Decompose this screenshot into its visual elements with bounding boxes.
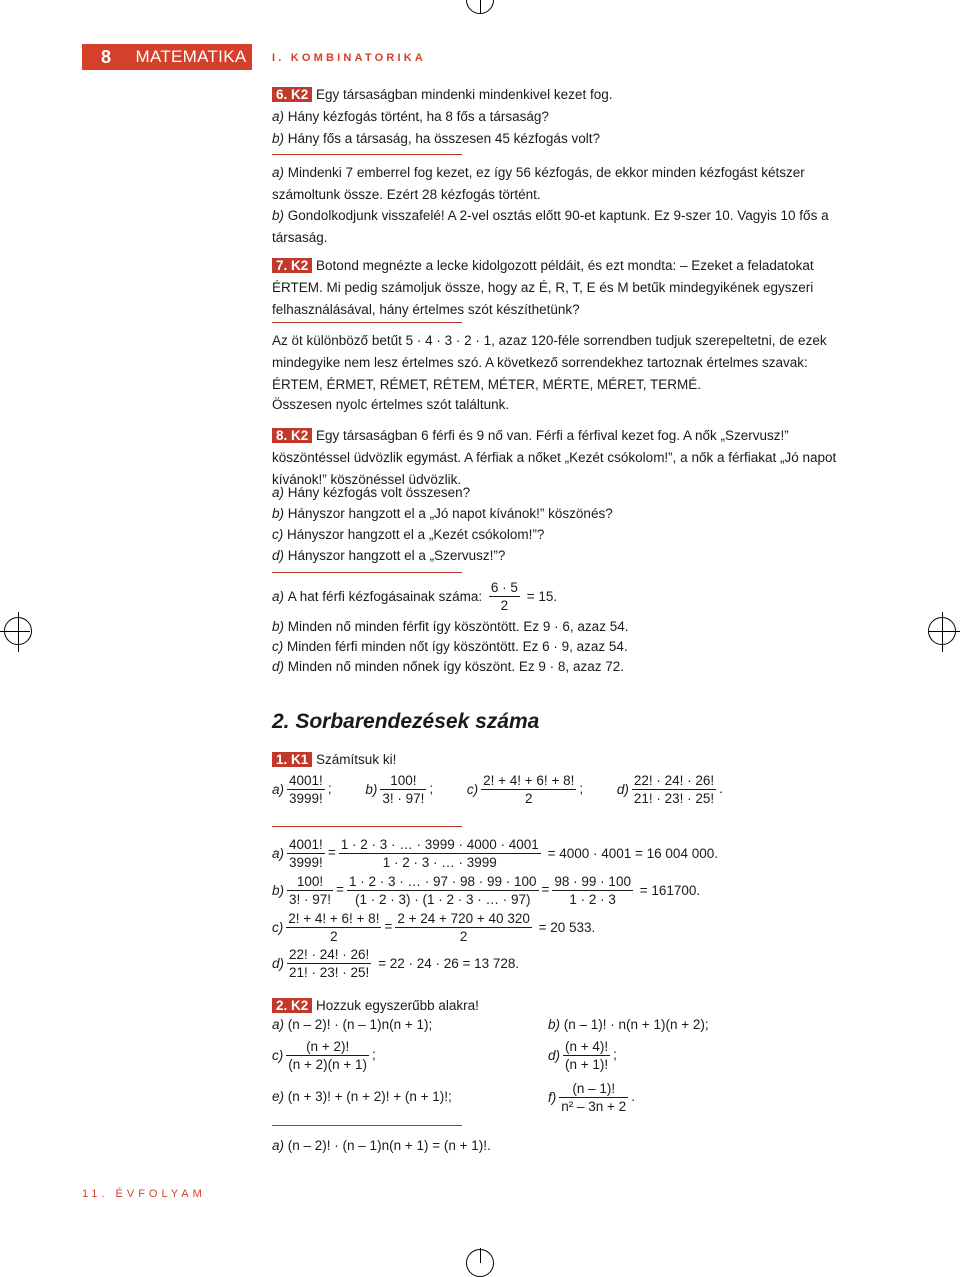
label-a: a) [272,109,285,124]
denominator: 3! · 97! [289,892,332,907]
task-2-item-e: e) (n + 3)! + (n + 2)! + (n + 1)!; [272,1089,452,1104]
denominator: n² – 3n + 2 [561,1099,627,1114]
task-7 [272,255,852,321]
numerator: 1 · 2 · 3 · … · 3999 · 4000 · 4001 [340,837,539,852]
fraction [489,579,520,614]
denominator: 21! · 23! · 25! [633,791,715,806]
solution-text: Az öt különböző betűt 5 · 4 · 3 · 2 · 1, azaz 120-féle sorrendben tudjuk szerepeltetni, de ezek mindegyike nem lesz értelmes szó. A következő sorrendekhez tartoznak értelmes szavak: ÉRTEM, ÉRMET, RÉMET, RÉTEM, MÉTER, MÉRTE, MÉRET, TERMÉ. [272,333,827,392]
numerator: 4001! [289,837,323,852]
denominator: 2 [524,791,533,806]
task-8-question-d: d) Hányszor hangzott el a „Szervusz!”? [272,548,506,563]
denominator: 21! · 23! · 25! [289,965,370,980]
solution-divider [272,154,462,155]
footer-grade: 11. ÉVFOLYAM [82,1188,206,1200]
denominator: 3999! [289,791,323,806]
denominator: 3! · 97! [382,791,425,806]
task-2-intro [272,998,479,1013]
task-1-intro [272,752,396,767]
result: = 20 533. [538,920,596,935]
task-8-question-a: a) Hány kézfogás volt összesen? [272,485,471,500]
solution-text: Minden nő minden nőnek így köszönt. Ez 9 · 8, azaz 72. [287,659,624,674]
label-b: b) [272,208,285,223]
task-1-solution-b: b) $\frac{100!}{3! \cdot 97!}$ = $\frac{1 \cdot 2 \cdot 3 \cdot \dots \cdot 97 \cdot 98 \cdot 99 \cdot 100}{(1 \cdot 2 \cdot 3) \cdot (1 \cdot 2 \cdot 3 \cdot \dots \cdot 97)}$ = $\frac{98 \cdot 99 \cdot 100}{1 \cdot 2 \cdot 3}$ = 161700. [272,874,701,907]
task-2-item-d: d) $\frac{(n + 4)!}{(n + 1)!}$ ; [548,1039,617,1072]
numerator: 2 + 24 + 720 + 40 320 [397,911,530,926]
numerator: 6 · 5 [490,580,518,595]
denominator: 2 [459,929,468,944]
task-2-text: Hozzuk egyszerűbb alakra! [316,998,479,1013]
task-1-solution-c: c) $\frac{2! + 4! + 6! + 8!}{2}$ = $\frac{2 + 24 + 720 + 40 320}{2}$ = 20 533. [272,911,596,944]
task-6-question-b [272,131,600,146]
registration-mark [466,1249,494,1277]
denominator: 3999! [289,855,323,870]
solution-divider [272,826,462,827]
task-1-solution-d: d) $\frac{22! \cdot 24! \cdot 26!}{21! \cdot 23! \cdot 25!}$ = 22 · 24 · 26 = 13 728. [272,947,520,980]
task-2-item-c: c) $\frac{(n + 2)!}{(n + 2)(n + 1)}$ ; [272,1039,376,1072]
task-7-number: 7. K2 [272,258,312,273]
task-2-solution-a: a) (n – 2)! · (n – 1)n(n + 1) = (n + 1)!. [272,1138,491,1153]
fraction [287,772,325,807]
numerator: 2! + 4! + 6! + 8! [288,911,380,926]
solution-divider [272,1125,462,1126]
task-8 [272,425,852,491]
result: = 4000 · 4001 = 16 004 000. [547,846,718,861]
numerator: (n + 4)! [565,1039,609,1054]
label-b: b) [272,131,285,146]
solution-text: (n – 2)! · (n – 1)n(n + 1) = (n + 1)!. [287,1138,491,1153]
fraction [287,873,333,908]
solution-text: Minden férfi minden nőt így köszöntött. Ez 6 · 9, azaz 54. [287,639,628,654]
section-title: 2. Sorbarendezések száma [272,710,540,733]
fraction [287,836,325,871]
expression: (n – 2)! · (n – 1)n(n + 1); [287,1017,433,1032]
task-6-solution-b [272,205,852,249]
result: = 161700. [639,883,701,898]
numerator: (n + 2)! [286,1038,369,1056]
task-8-solution-d: d) Minden nő minden nőnek így köszönt. Ez 9 · 8, azaz 72. [272,659,624,674]
solution-text: Mindenki 7 emberrel fog kezet, ez így 56 kézfogás, de ekkor minden kézfogást kétszer számoltunk össze. Ezért 28 kézfogás történt. [272,165,805,202]
denominator: (n + 1)! [565,1057,609,1072]
task-1-solution-a: a) $\frac{4001!}{3999!}$ = $\frac{1 \cdot 2 \cdot 3 \cdot \dots \cdot 3999 \cdot 4000 \cdot 4001}{1 \cdot 2 \cdot 3 \cdot \dots \cdot 3999}$ = 4000 · 4001 = 16 004 000. [272,837,718,870]
solution-divider [272,322,462,323]
task-7-text: Botond megnézte a lecke kidolgozott példáit, és ezt mondta: – Ezeket a feladatokat ÉRTEM. Mi pedig számoljuk össze, hogy az É, R, T, E és M betűk mindegyikének egyszeri felhasználásával, hány értelmes szót készíthetünk? [272,258,814,317]
fraction [286,1038,369,1073]
numerator: 100! [380,772,426,790]
page-number: 8 [82,44,130,70]
solution-text: Gondolkodjunk visszafelé! A 2-vel osztás előtt 90-et kaptunk. Ez 9-szer 10. Vagyis 10 fős a társaság. [272,208,829,245]
task-1-items: a) $\frac{4001!}{3999!}$ ; b) $\frac{100!}{3! \cdot 97!}$ ; c) $\frac{2! + 4! + 6! + 8!}{2}$ ; d) $\frac{22! \cdot 24! \cdot 26!}{21! \cdot 23! \cdot 25!}$ . [272,773,723,806]
numerator: 22! · 24! · 26! [289,947,370,962]
denominator: 2 [500,598,509,613]
solution-text: A hat férfi kézfogásainak száma: [287,589,483,604]
fraction [347,873,539,908]
task-6-number: 6. K2 [272,87,312,102]
fraction [286,910,381,945]
task-6-text: Egy társaságban mindenki mindenkivel kezet fog. [316,87,613,102]
task-6-question-a [272,109,549,124]
task-7-solution [272,330,852,396]
question-text: Hányszor hangzott el a „Jó napot kívánok!” köszönés? [287,506,613,521]
numerator: 98 · 99 · 100 [554,874,631,889]
numerator: 2! + 4! + 6! + 8! [483,773,575,788]
fraction [395,910,532,945]
task-8-question-c: c) Hányszor hangzott el a „Kezét csókolom!”? [272,527,545,542]
task-2-item-f: f) $\frac{(n - 1)!}{\text{n² – 3n + 2}}$ . [548,1081,635,1114]
task-8-question-b: b) Hányszor hangzott el a „Jó napot kívánok!” köszönés? [272,506,613,521]
task-8-solution-b: b) Minden nő minden férfit így köszöntött. Ez 9 · 6, azaz 54. [272,619,629,634]
numerator: 1 · 2 · 3 · … · 97 · 98 · 99 · 100 [348,874,537,889]
crop-mark [18,612,19,652]
crop-mark [942,612,943,652]
result: = 22 · 24 · 26 = 13 728. [378,956,520,971]
numerator: 4001! [289,773,323,788]
denominator: 2 [330,929,338,944]
fraction [339,836,541,871]
task-6-intro [272,87,612,102]
fraction [380,772,426,807]
chapter-label: I. KOMBINATORIKA [272,52,427,64]
registration-mark [466,0,494,14]
numerator: 22! · 24! · 26! [633,773,715,788]
question-text: Hányszor hangzott el a „Szervusz!”? [287,548,506,563]
denominator: 1 · 2 · 3 · … · 3999 [382,855,497,870]
result: = 15. [526,589,558,604]
task-8-number: 8. K2 [272,428,312,443]
fraction [552,873,633,908]
question-text: Hány kézfogás történt, ha 8 fős a társaság? [287,109,549,124]
denominator: (1 · 2 · 3) · (1 · 2 · 3 · … · 97) [354,892,531,907]
fraction [563,1038,610,1073]
fraction [559,1080,628,1115]
fraction [287,946,371,981]
label-a: a) [272,165,285,180]
solution-divider [272,572,462,573]
solution-text: Minden nő minden férfit így köszöntött. Ez 9 · 6, azaz 54. [287,619,629,634]
denominator: 1 · 2 · 3 [569,892,616,907]
task-2-item-b: b) (n – 1)! · n(n + 1)(n + 2); [548,1017,709,1032]
task-2-item-a: a) (n – 2)! · (n – 1)n(n + 1); [272,1017,433,1032]
task-7-solution-end: Összesen nyolc értelmes szót találtunk. [272,397,510,412]
question-text: Hány kézfogás volt összesen? [287,485,471,500]
task-8-solution-c: c) Minden férfi minden nőt így köszöntött. Ez 6 · 9, azaz 54. [272,639,628,654]
numerator: 100! [287,873,333,891]
expression: (n + 3)! + (n + 2)! + (n + 1)!; [287,1089,452,1104]
task-6-solution-a [272,162,852,206]
subject-label: MATEMATIKA [130,44,252,70]
task-8-text: Egy társaságban 6 férfi és 9 nő van. Férfi a férfival kezet fog. A nők „Szervusz!” köszöntéssel üdvözlik egymást. A férfiak a nőket „Kezét csókolom!”, a nők a férfiakat „Jó napot kívánok!” köszönéssel üdvözlik. [272,428,837,487]
denominator: (n + 2)(n + 1) [288,1057,368,1072]
fraction [481,772,576,807]
fraction [632,772,716,807]
question-text: Hányszor hangzott el a „Kezét csókolom!”? [287,527,545,542]
task-8-solution-a: a) A hat férfi kézfogásainak száma: $\frac{6 \cdot 5}{2}$ = 15. [272,580,558,613]
task-1-text: Számítsuk ki! [316,752,397,767]
task-1-number: 1. K1 [272,752,312,767]
task-2-number: 2. K2 [272,998,312,1013]
numerator: (n – 1)! [559,1080,628,1098]
expression: (n – 1)! · n(n + 1)(n + 2); [563,1017,709,1032]
question-text: Hány fős a társaság, ha összesen 45 kézfogás volt? [287,131,600,146]
